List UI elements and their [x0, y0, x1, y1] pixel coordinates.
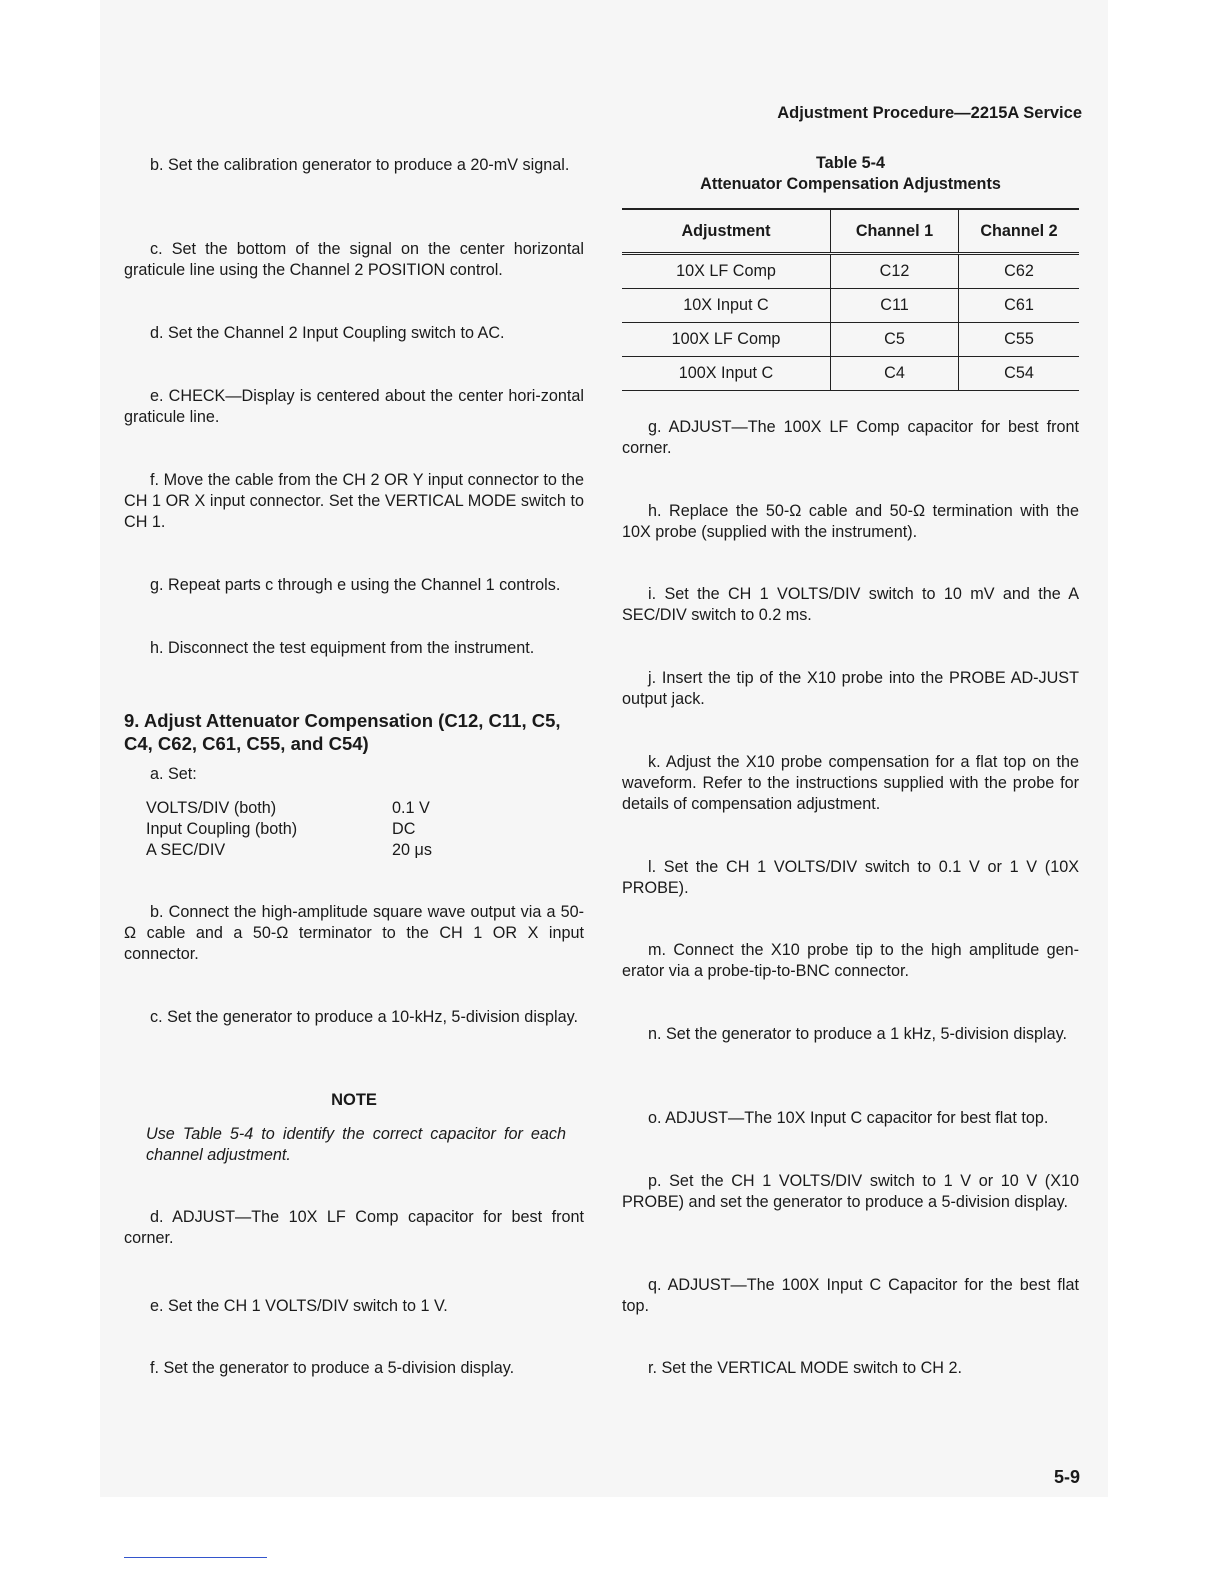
table-row	[622, 289, 1079, 323]
settings-list	[146, 798, 506, 861]
step-e: e. CHECK—Display is centered about the center hori-zontal graticule line.	[124, 387, 584, 426]
sec-step-a: a. Set:	[150, 765, 197, 783]
column-header: Channel 1	[831, 209, 959, 254]
setting-value: DC	[392, 820, 416, 838]
settings-row	[146, 840, 506, 861]
step-o: o. ADJUST—The 10X Input C capacitor for best flat top.	[648, 1109, 1049, 1127]
step-b: b. Set the calibration generator to produce a 20-mV signal.	[150, 156, 570, 174]
step-k: k. Adjust the X10 probe compensation for a flat top on the waveform. Refer to the instructions supplied with the probe for details of compensation adjustment.	[622, 753, 1079, 813]
step-l: l. Set the CH 1 VOLTS/DIV switch to 0.1 V or 1 V (10X PROBE).	[622, 858, 1079, 897]
step-h: h. Disconnect the test equipment from the instrument.	[150, 639, 535, 657]
step-g: g. Repeat parts c through e using the Channel 1 controls.	[150, 576, 561, 594]
step-c: c. Set the bottom of the signal on the center horizontal graticule line using the Channel 2 POSITION control.	[124, 240, 584, 279]
table-cell: C61	[959, 289, 1080, 323]
table-cell: C4	[831, 357, 959, 391]
step-g-right: g. ADJUST—The 100X LF Comp capacitor for best front corner.	[622, 418, 1079, 457]
table-row	[622, 357, 1079, 391]
table-cell: C5	[831, 323, 959, 357]
setting-label: VOLTS/DIV (both)	[146, 799, 277, 817]
setting-label: A SEC/DIV	[146, 841, 226, 859]
column-header: Adjustment	[622, 209, 831, 254]
table-row	[622, 323, 1079, 357]
sec-step-c: c. Set the generator to produce a 10-kHz, 5-division display.	[150, 1008, 578, 1026]
step-d: d. Set the Channel 2 Input Coupling switch to AC.	[150, 324, 505, 342]
table-header-row	[622, 209, 1079, 254]
setting-label: Input Coupling (both)	[146, 820, 298, 838]
step-q: q. ADJUST—The 100X Input C Capacitor for the best flat top.	[622, 1276, 1079, 1315]
setting-value: 20 μs	[392, 841, 432, 859]
attenuator-table	[622, 208, 1079, 391]
step-h-right: h. Replace the 50-Ω cable and 50-Ω termination with the 10X probe (supplied with the instrument).	[622, 502, 1079, 541]
sec-step-e: e. Set the CH 1 VOLTS/DIV switch to 1 V.	[150, 1297, 448, 1315]
table-cell: C55	[959, 323, 1080, 357]
settings-row	[146, 819, 506, 840]
table-cell: C54	[959, 357, 1080, 391]
table-title: Attenuator Compensation Adjustments	[700, 175, 1001, 193]
sec-step-f: f. Set the generator to produce a 5-division display.	[150, 1359, 515, 1377]
table-cell: 100X LF Comp	[622, 323, 831, 357]
step-r: r. Set the VERTICAL MODE switch to CH 2.	[648, 1359, 962, 1377]
table-number: Table 5-4	[816, 154, 885, 172]
sec-step-b: b. Connect the high-amplitude square wave output via a 50-Ω cable and a 50-Ω terminator to the CH 1 OR X input connector.	[124, 903, 584, 963]
note-title: NOTE	[331, 1091, 377, 1109]
table-cell: 10X LF Comp	[622, 254, 831, 289]
table-cell: 10X Input C	[622, 289, 831, 323]
sec-step-d: d. ADJUST—The 10X LF Comp capacitor for best front corner.	[124, 1208, 584, 1247]
column-header: Channel 2	[959, 209, 1080, 254]
step-i: i. Set the CH 1 VOLTS/DIV switch to 10 mV and the A SEC/DIV switch to 0.2 ms.	[622, 585, 1079, 624]
table-cell: C12	[831, 254, 959, 289]
step-p: p. Set the CH 1 VOLTS/DIV switch to 1 V or 10 V (X10 PROBE) and set the generator to produce a 5-division display.	[622, 1172, 1079, 1211]
table-cell: 100X Input C	[622, 357, 831, 391]
step-f: f. Move the cable from the CH 2 OR Y input connector to the CH 1 OR X input connector. Set the VERTICAL MODE switch to CH 1.	[124, 471, 584, 531]
note-body: Use Table 5-4 to identify the correct capacitor for each channel adjustment.	[146, 1125, 566, 1164]
step-n: n. Set the generator to produce a 1 kHz, 5-division display.	[648, 1025, 1068, 1043]
table-row	[622, 254, 1079, 289]
footer-rule	[124, 1557, 267, 1558]
running-header: Adjustment Procedure—2215A Service	[777, 104, 1082, 122]
setting-value: 0.1 V	[392, 799, 430, 817]
settings-row	[146, 798, 506, 819]
table-cell: C11	[831, 289, 959, 323]
table-cell: C62	[959, 254, 1080, 289]
step-m: m. Connect the X10 probe tip to the high amplitude gen-erator via a probe-tip-to-BNC connector.	[622, 941, 1079, 980]
step-j: j. Insert the tip of the X10 probe into the PROBE AD-JUST output jack.	[622, 669, 1079, 708]
section-heading: 9. Adjust Attenuator Compensation (C12, C11, C5, C4, C62, C61, C55, and C54)	[124, 710, 561, 754]
page-number: 5-9	[1053, 1467, 1080, 1487]
